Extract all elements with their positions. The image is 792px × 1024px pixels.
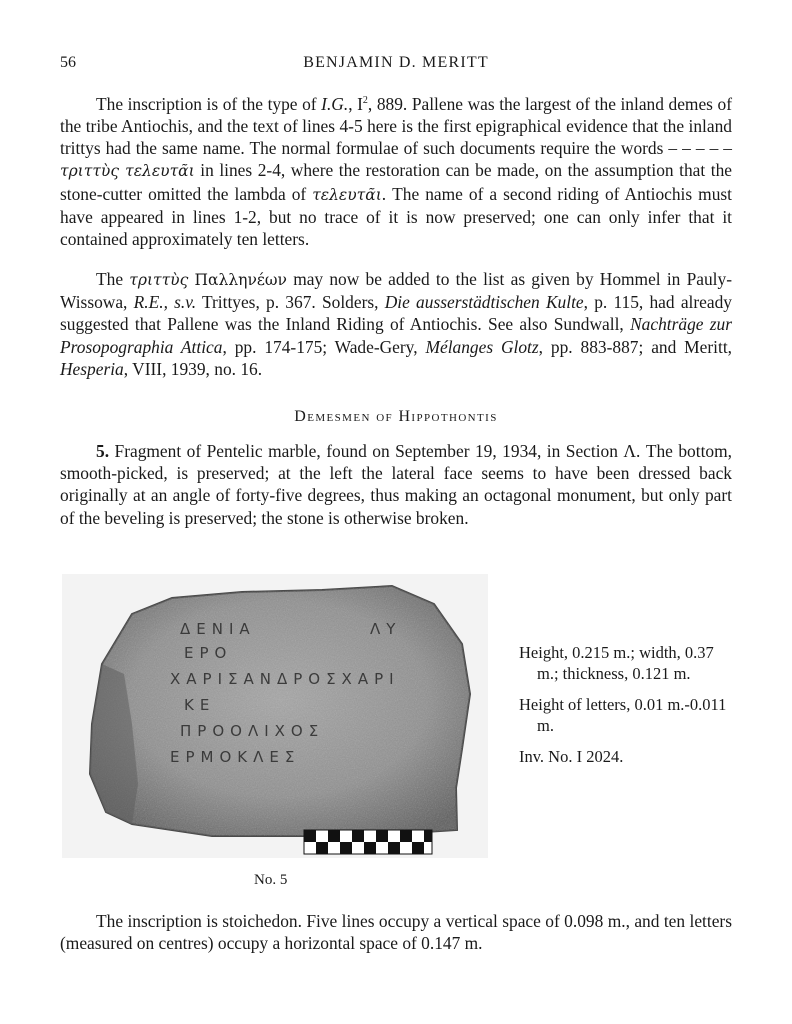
p2-text-d: , p. 115, had already suggested that Pallene was the Inland Riding of Antiochis. See also Sundwall, [60,292,732,335]
letter-height: Height of letters, 0.01 m.-0.011 m. [519,695,727,735]
stone-texture [90,586,470,836]
paragraph-stoichedon [60,910,732,954]
paragraph-inscription-type [60,90,732,250]
paragraph-fragment-description [60,440,732,529]
p1-text-d: in lines 2-4, where the restoration can be made, on the assumption that the stone-cutter omitted the lambda of [60,160,732,204]
ig-superscript: 2 [362,95,368,106]
p2-text-a: The [96,269,130,289]
inscription-line: ΠΡΟΟΛΙΧΟΣ [180,722,325,740]
p2-text-f: , pp. 883-887; and Meritt, [538,336,732,357]
page-number: 56 [60,54,76,71]
inscription-line: ΚΕ [184,696,216,714]
nachtrage-title: Nachträge zur Prosopographia Attica [60,314,732,357]
section-heading: Demesmen of Hippothontis [294,408,498,425]
inscription-line: ΔΕΝΙΑ [180,620,256,638]
greek-word-teleutai: τελευτᾶι [312,185,382,204]
p2-text-g: , VIII, 1939, no. 16. [123,358,263,379]
inscription-photo [62,574,488,858]
p1-text-e: . The name of a second riding of Antiochis must have appeared in lines 1-2, but no trace of it is now preserved; one can only infer that it contained approximately ten letters. [60,183,732,250]
greek-word-pallenean: Παλληνέων [194,271,287,289]
paragraph-trittys-list [60,268,732,380]
inscription-line: ΕΡΜΟΚΛΕΣ [170,748,301,766]
greek-phrase-trittys-teleutai: τριττὺς τελευτᾶι [60,162,195,181]
scale-bar [304,830,432,854]
stone-fragment-image [62,574,488,858]
p1-text-c: , 889. Pallene was the largest of the inland demes of the tribe Antiochis, and the text of lines 4-5 here is the first epigraphical evidence that the inland trittys had the same name. The normal formulae of such documents require the words [60,93,732,159]
item-number: 5. [96,441,110,461]
greek-word-trittys: τριττὺς [129,271,189,289]
hesperia-title: Hesperia [60,358,124,379]
inscription-line: ΕΡΟ [184,644,233,662]
kulte-title: Die ausserstädtischen Kulte [384,292,584,313]
p2-text-e: , pp. 174-175; Wade-Gery, [222,336,426,357]
inscription-line: ΛΥ [370,620,402,638]
stone-dimensions: Height, 0.215 m.; width, 0.37 m.; thickness, 0.121 m. [519,643,714,683]
running-head: BENJAMIN D. MERITT [303,54,489,71]
p2-text-b: may now be added to the list as given by Hommel in Pauly-Wissowa, [60,269,733,313]
melanges-title: Mélanges Glotz [425,336,539,357]
inscription-line: ΧΑΡΙΣΑΝΔΡΟΣΧΑΡΙ [170,670,400,688]
p1-dashes: – – – – – [668,138,732,159]
dimensions-block [519,642,739,777]
p1-text-a: The inscription is of the type of [96,93,322,114]
inventory-number: Inv. No. I 2024. [519,747,624,766]
figure-caption: No. 5 [254,872,288,888]
ig-citation: I.G. [321,93,349,114]
stoichedon-text: The inscription is stoichedon. Five lines occupy a vertical space of 0.098 m., and ten letters (measured on centres) occupy a horizontal space of 0.147 m. [60,911,732,954]
p2-text-c: Trittyes, p. 367. Solders, [196,292,385,313]
fragment-description-text: Fragment of Pentelic marble, found on September 19, 1934, in Section Λ. The bottom, smooth-picked, is preserved; at the left the lateral face seems to have been dressed back originally at an angle of forty-five degrees, thus making an octagonal monument, but only part of the beveling is preserved; the stone is otherwise broken. [60,441,732,528]
p1-text-b: , I [348,93,363,114]
re-citation: R.E., s.v. [133,292,197,313]
